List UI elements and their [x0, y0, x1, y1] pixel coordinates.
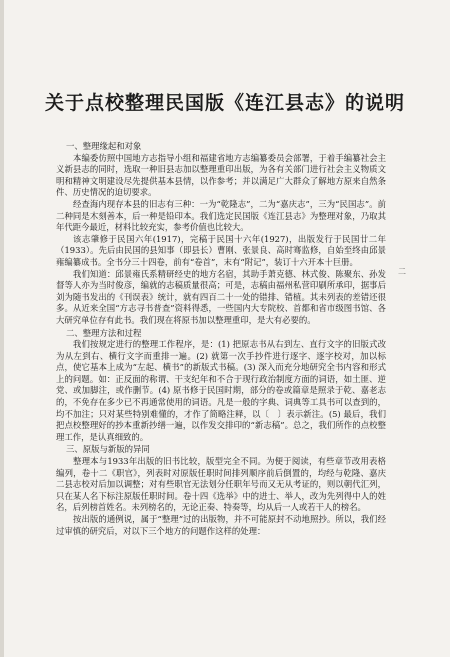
document-body — [56, 140, 386, 537]
paragraph: 我们按规定进行的整理工作程序，是：(1) 把原志书从右到左、直行文字的旧版式改为从左到右、横行文字而重排一遍。(2) 就第一次手抄件进行逐字、逐字校对，加以标点，使它基本上成为“左起、横书”的新版式书稿。(3) 深入而充分地研究全书内容和形式上的问题。如：正反面的称谓、干支纪年和不合于现行政治制度方面的词语，如土匪、逆党、或加脚注，或作删节。(4) 原书修于民国时期，部分的卷或篇章是照录于乾、嘉老志的，不免存在多少已不再通常使用的词语。凡是一般的字典、词典等工具书可以查到的，均不加注；只对某些特别难懂的，才作了简略注释，以〔 〕表示新注。(5) 最后，我们把点校整理好的抄本重新抄缮一遍，以作发交排印的“新志稿”。总之，我们所作的点校整理工作，是认真细致的。 — [56, 339, 386, 442]
section-heading-1: 一、整理缘起和对象 — [66, 141, 142, 151]
paragraph: 按出版的通例说，属于“整理”过的出版物，并不可能原封不动地照抄。所以，我们经过审慎的研究后，对以下三个地方的问题作这样的处理： — [56, 514, 386, 536]
paragraph: 经查海内现存本县的旧志有三种：一为“乾隆志”，二为“嘉庆志”，三为“民国志”。前二种同是木刻善本，后一种是铅印本。我们选定民国版《连江县志》为整理对象，乃取其年代距今最近，材料比较充实，参考价值也比较大。 — [56, 198, 386, 233]
margin-mark: 二 — [398, 267, 406, 276]
paragraph: 我们知道：邱景雍氏系精研经史的地方名宿，其助手萧克德、林式俊、陈聚东、孙发督等人亦为当时俊彦，编就的志稿质量很高；可是，志稿由福州私营印刷所承印，据事后刘为随书发出的《刊误表》统计，就有四百二十一处的错排、错植。其未列表的差错还很多。从近来全国“方志寻书普查”资料得悉，一些国内大专院校、首都和省市级图书馆、各大研究单位存有此书。我们现在将原书加以整理重印，是大有必要的。 — [56, 268, 386, 325]
section-heading-3: 三、原版与新版的异同 — [66, 444, 150, 455]
document-title: 关于点校整理民国版《连江县志》的说明 — [44, 92, 405, 114]
paragraph: 整理本与1933年出版的旧书比较，版型完全不同。为便于阅读，有些章节改用表格编列，卷十二《职官》，列表时对原版任职时间排列顺序前后倒置的，均经与乾隆、嘉庆二县志校对后加以调整；对有些职官无法划分任职年号而又无从考证的，则以朝代汇列，只在某人名下标注原版任职时间。卷十四《选举》中的进士、举人，改为先列得中人的姓名，后列榜首姓名。未列榜名的，无论正奏、特奏等，均从后一人或若干人的榜名。 — [56, 456, 386, 513]
paragraph: 该志肇修于民国六年(1917)，完稿于民国十六年(1927)，出版发行于民国廿二年（1933）。先后由民国的县知事（即县长）曹刚、张景良、高时骞监修，自始至终由邱景雍编纂成书。全书分三十四卷，前有“卷首”，末有“附记”，装订十六开本十巨册。 — [56, 233, 386, 267]
section-heading-2: 二、整理方法和过程 — [66, 327, 142, 338]
paragraph: 本编委仿照中国地方志指导小组和福建省地方志编纂委员会部署，于着手编纂社会主义新县志的同时，选取一种旧县志加以整理重印出版，为各有关部门进行社会主义物质文明和精神文明建设尽先提供基本县情，以作参考；并以满足广大群众了解地方原来自然条件、历史情况的迫切要求。 — [56, 152, 386, 198]
